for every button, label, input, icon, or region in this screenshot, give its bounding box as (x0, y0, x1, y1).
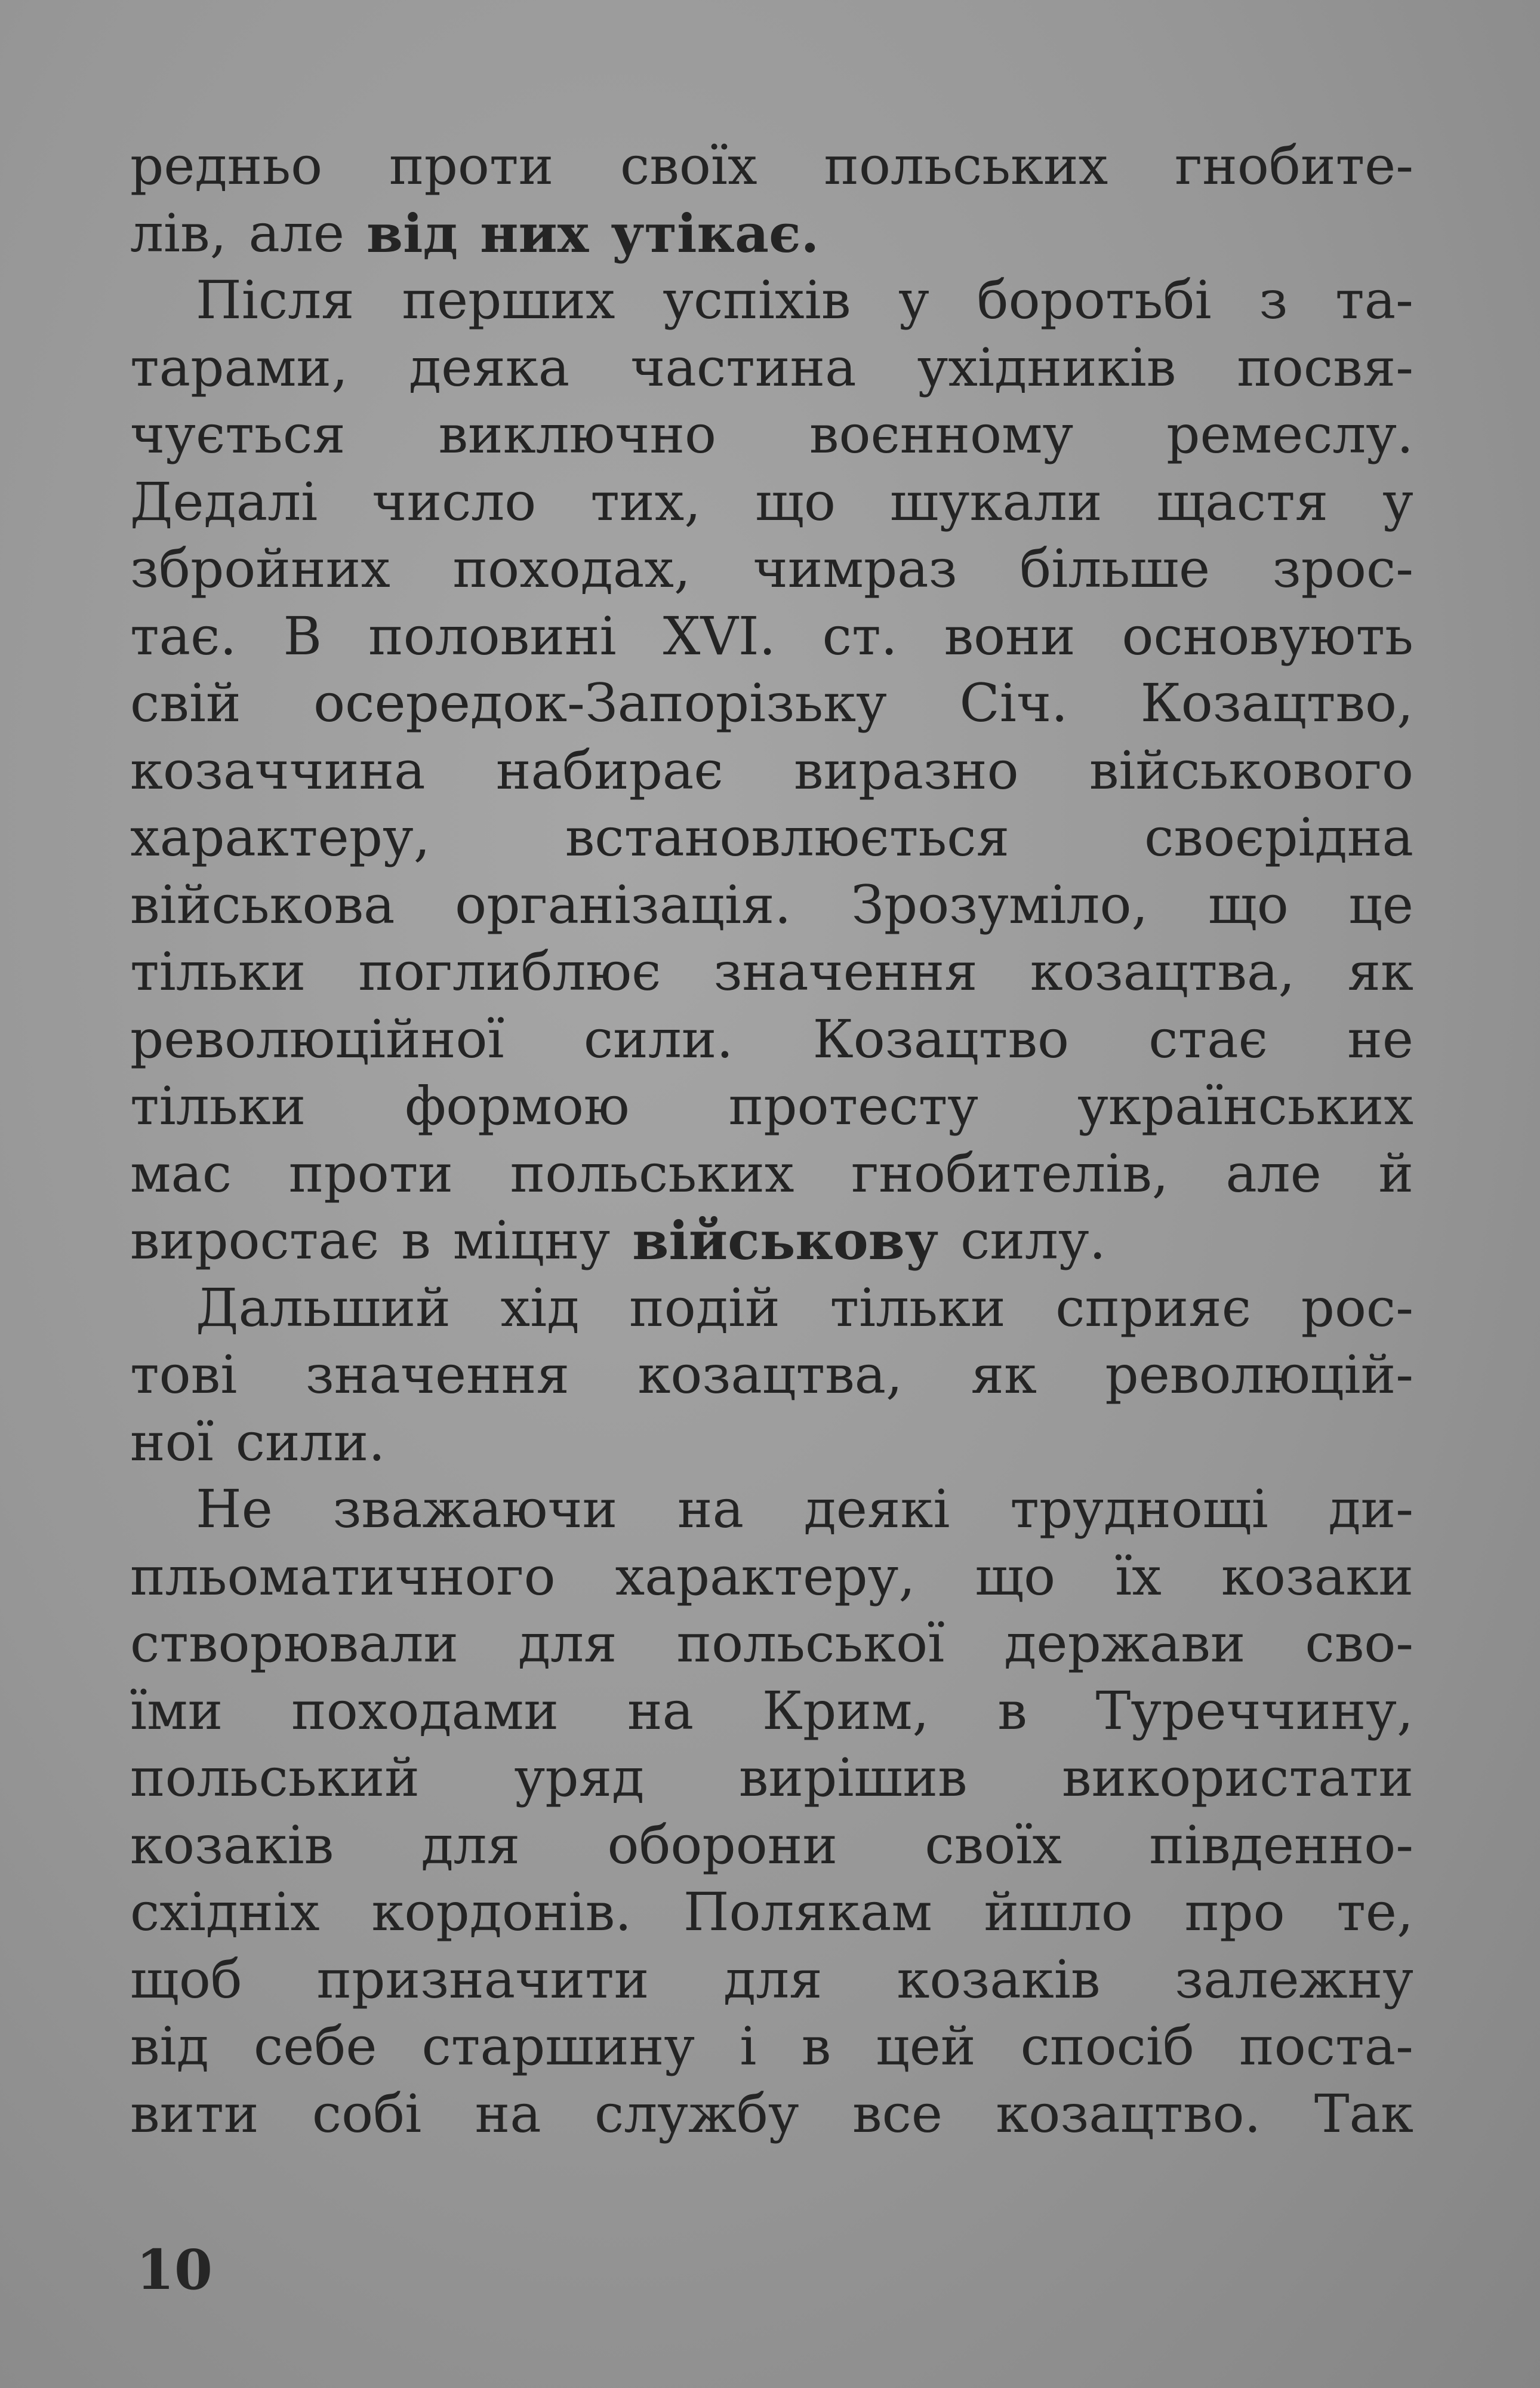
word: силу. (960, 1210, 1106, 1271)
word: щоб (130, 1948, 242, 2010)
word: для (421, 1814, 520, 1876)
word: формою (405, 1075, 630, 1137)
word: в (997, 1679, 1027, 1741)
word: Дальший (196, 1276, 451, 1338)
word: призначити (316, 1948, 649, 2010)
word: від (130, 2015, 209, 2077)
word: Січ. (959, 672, 1068, 734)
word: з (1259, 269, 1288, 331)
word: тільки (130, 1075, 306, 1137)
word: на (677, 1478, 744, 1540)
word: що (975, 1545, 1056, 1607)
word: але (248, 202, 344, 264)
word: себе (253, 2015, 377, 2077)
word: ухідників (917, 336, 1176, 398)
word: козаків (130, 1814, 334, 1876)
paragraph (130, 133, 1413, 267)
word: деяка (409, 336, 570, 398)
word: революційної (130, 1008, 504, 1070)
word: не (1347, 1008, 1413, 1070)
text-line (130, 1946, 1413, 2014)
word: Не (196, 1478, 273, 1540)
word: виразно (793, 739, 1019, 801)
word: для (518, 1612, 617, 1674)
word: свій (130, 672, 241, 734)
word: для (723, 1948, 823, 2010)
word: йшло (984, 1881, 1133, 1943)
word: походах, (452, 538, 691, 599)
word: чимраз (753, 538, 957, 599)
word: стає (1148, 1008, 1268, 1070)
text-line (130, 200, 1413, 267)
word: спосіб (1020, 2015, 1194, 2077)
word: труднощі (1010, 1478, 1268, 1540)
word: залежну (1175, 1948, 1413, 2010)
word: українських (1077, 1075, 1413, 1137)
word: проти (389, 135, 554, 196)
word: козацтва, (637, 1344, 903, 1405)
word: своєрідна (1144, 807, 1413, 868)
text-line (130, 1744, 1413, 1812)
word: що (755, 470, 836, 533)
word: ди- (1328, 1478, 1413, 1540)
word: успіхів (663, 269, 851, 331)
text-line (130, 1006, 1413, 1073)
word: їх (1115, 1545, 1162, 1607)
word: осередок-Запорізьку (313, 672, 887, 734)
word: що (1208, 873, 1289, 935)
word: кордонів. (371, 1881, 632, 1943)
word: Після (196, 269, 355, 331)
text-line (130, 670, 1413, 737)
word: та- (1335, 269, 1413, 331)
body-text (130, 133, 1413, 2147)
word: вирішив (738, 1747, 968, 1808)
word: значення (713, 941, 978, 1002)
text-line (130, 536, 1413, 603)
word: основують (1122, 605, 1413, 667)
word: у (898, 269, 929, 331)
word: походами (291, 1679, 559, 1741)
word: все (852, 2082, 943, 2144)
word: своїх (620, 135, 757, 196)
word: на (475, 2082, 541, 2144)
word: козаччина (130, 739, 426, 801)
bold-word: утікає. (611, 202, 820, 264)
word: XVI. (663, 605, 776, 667)
text-line (130, 1476, 1413, 1543)
word: поглиблює (358, 941, 661, 1002)
word: східніх (130, 1881, 320, 1943)
word: поста- (1239, 2015, 1413, 2077)
word: половині (368, 605, 617, 667)
word: тільки (130, 941, 306, 1002)
bold-word: від (366, 202, 458, 264)
word: пльоматичного (130, 1545, 556, 1607)
word: чується (130, 404, 346, 465)
word: тільки (830, 1276, 1006, 1338)
word: Козацтво, (1140, 672, 1413, 734)
word: про (1184, 1881, 1285, 1943)
word: редньо (130, 135, 323, 196)
word: частина (630, 336, 857, 398)
word: гнобителів, (851, 1142, 1169, 1204)
word: Дедалі (130, 470, 318, 533)
word: держави (1004, 1612, 1246, 1674)
word: сили. (583, 1008, 734, 1070)
paragraph (130, 1275, 1413, 1476)
word: сили. (235, 1411, 386, 1473)
word: військового (1089, 739, 1413, 801)
word: подій (629, 1276, 780, 1338)
word: збройних (130, 538, 390, 599)
word: набирає (495, 739, 723, 801)
word: мас (130, 1142, 232, 1204)
text-line (130, 401, 1413, 469)
word: Полякам (683, 1881, 932, 1943)
text-line (130, 1610, 1413, 1678)
text-line (130, 1409, 1413, 1476)
word: на (627, 1679, 694, 1741)
word: Козацтво (812, 1008, 1069, 1070)
word: революцій- (1105, 1344, 1413, 1405)
word: міцну (452, 1210, 611, 1271)
word: польський (130, 1747, 420, 1808)
text-line (130, 938, 1413, 1006)
text-line (130, 603, 1413, 670)
word: створювали (130, 1612, 458, 1674)
word: зрос- (1272, 538, 1413, 599)
word: В (283, 605, 322, 667)
word: значення (305, 1344, 569, 1405)
word: лів, (130, 202, 227, 264)
text-line (130, 1879, 1413, 1946)
word: як (1347, 941, 1413, 1002)
word: перших (402, 269, 615, 331)
word: сво- (1305, 1612, 1413, 1674)
word: як (971, 1344, 1037, 1405)
word: шукали (889, 470, 1102, 533)
text-line (130, 1073, 1413, 1140)
word: але (1225, 1142, 1322, 1204)
text-line (130, 1140, 1413, 1208)
text-line (130, 1341, 1413, 1409)
word: в (801, 2015, 831, 2077)
text-line (130, 872, 1413, 939)
word: деякі (803, 1478, 950, 1540)
text-line (130, 2081, 1413, 2148)
word: польських (510, 1142, 794, 1204)
text-line (130, 469, 1413, 536)
word: козацтва, (1030, 941, 1295, 1002)
bold-word: військову (632, 1210, 939, 1272)
word: і (740, 2015, 757, 2077)
word: рос- (1301, 1276, 1413, 1338)
text-line (130, 133, 1413, 200)
word: встановлюється (565, 807, 1010, 868)
word: це (1348, 873, 1413, 935)
word: протесту (728, 1075, 979, 1137)
word: цей (876, 2015, 976, 2077)
word: ної (130, 1411, 214, 1473)
word: їми (130, 1679, 223, 1741)
word: службу (595, 2082, 799, 2144)
text-line (130, 737, 1413, 805)
text-line (130, 804, 1413, 872)
word: зважаючи (332, 1478, 618, 1540)
paragraph (130, 1476, 1413, 2147)
word: оборони (607, 1814, 838, 1876)
word: організація. (455, 873, 791, 935)
word: виключно (438, 404, 717, 465)
word: південно- (1149, 1814, 1413, 1876)
word: у (1382, 470, 1413, 533)
text-line (130, 1543, 1413, 1611)
word: польських (824, 135, 1108, 196)
word: посвя- (1237, 336, 1413, 398)
word: вони (944, 605, 1076, 667)
bold-word: них (480, 202, 589, 264)
word: хід (500, 1276, 580, 1338)
word: те, (1336, 1881, 1413, 1943)
word: військова (130, 873, 395, 935)
word: ст. (822, 605, 898, 667)
word: козаків (897, 1948, 1101, 2010)
text-line (130, 1678, 1413, 1745)
word: козаки (1221, 1545, 1413, 1607)
text-line (130, 1207, 1413, 1275)
word: тає. (130, 605, 237, 667)
word: козацтво. (996, 2082, 1261, 2144)
text-line (130, 1812, 1413, 1879)
paragraph (130, 267, 1413, 1275)
text-line (130, 334, 1413, 402)
word: гнобите- (1175, 135, 1413, 196)
word: воєнному (809, 404, 1074, 465)
word: сприяє (1055, 1276, 1251, 1338)
word: тих, (590, 470, 701, 533)
word: характеру, (615, 1545, 916, 1607)
word: проти (288, 1142, 454, 1204)
page-number: 10 (136, 2238, 213, 2302)
word: собі (312, 2082, 422, 2144)
text-line (130, 2013, 1413, 2081)
word: уряд (514, 1747, 645, 1808)
word: Так (1314, 2082, 1413, 2144)
word: своїх (925, 1814, 1062, 1876)
text-line (130, 1275, 1413, 1342)
word: щастя (1156, 470, 1329, 533)
text-line (130, 267, 1413, 334)
word: характеру, (130, 807, 430, 868)
word: використати (1062, 1747, 1413, 1808)
word: тарами, (130, 336, 349, 398)
word: тові (130, 1344, 238, 1405)
word: старшину (421, 2015, 695, 2077)
word: виростає (130, 1210, 380, 1271)
word: боротьбі (977, 269, 1212, 331)
word: Зрозуміло, (851, 873, 1148, 935)
word: й (1378, 1142, 1413, 1204)
word: в (401, 1210, 431, 1271)
word: вити (130, 2082, 259, 2144)
word: Туреччину, (1095, 1679, 1413, 1741)
word: число (372, 470, 537, 533)
word: ремеслу. (1166, 404, 1413, 465)
word: польської (676, 1612, 945, 1674)
word: більше (1020, 538, 1211, 599)
word: Крим, (762, 1679, 929, 1741)
